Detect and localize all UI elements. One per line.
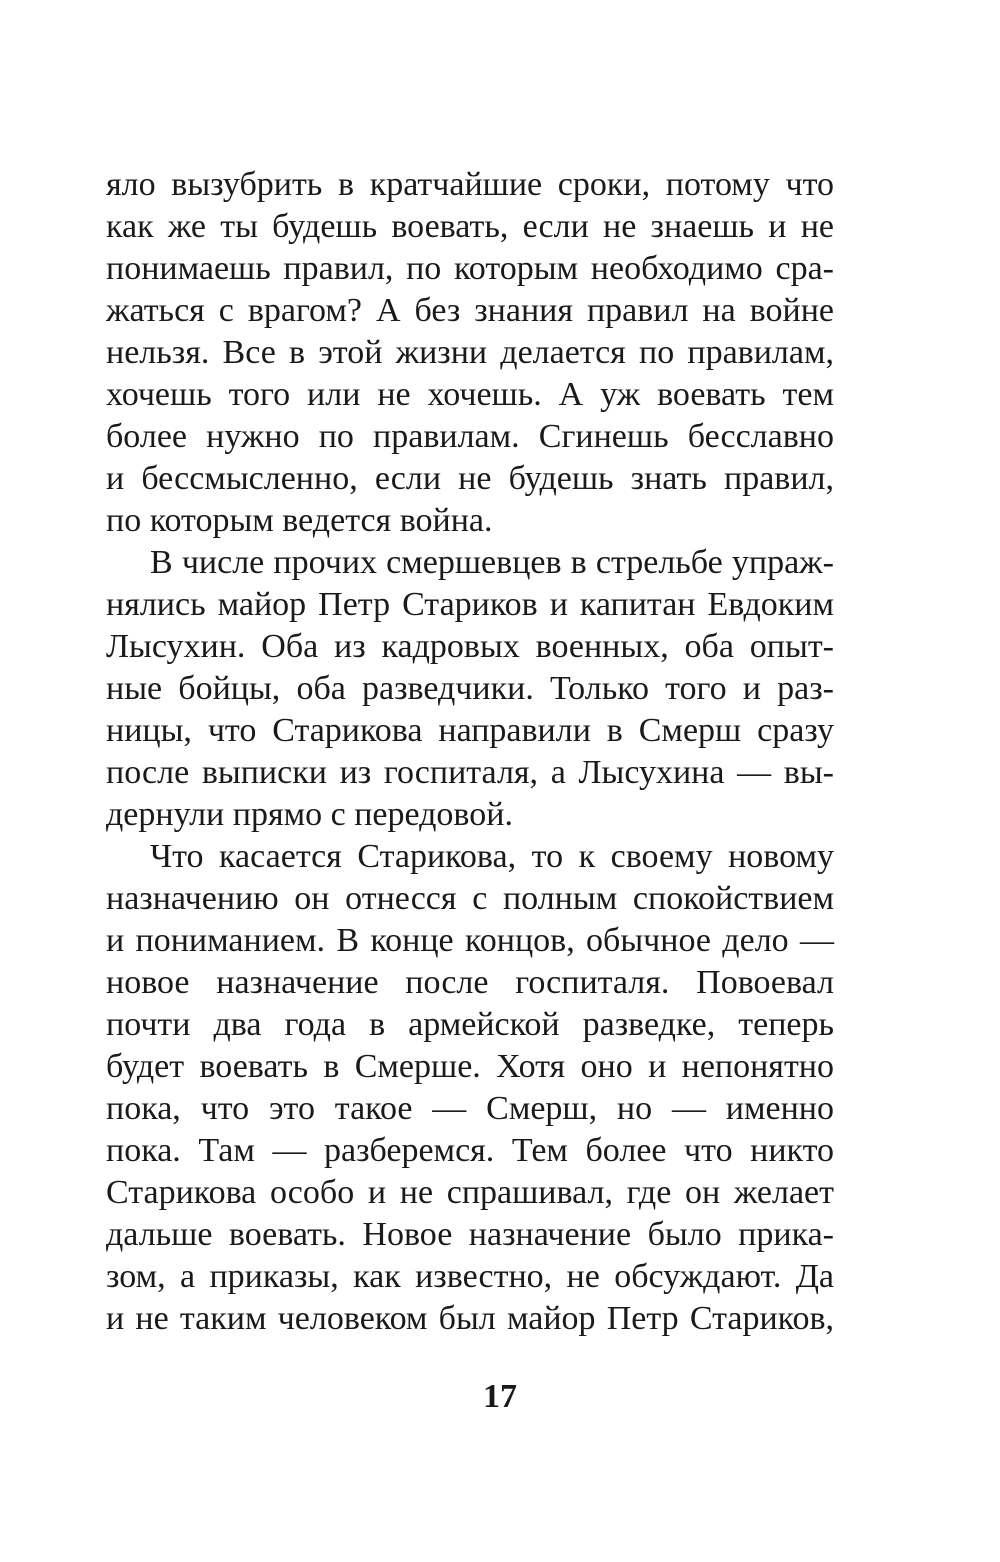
text-line: жаться с врагом? А без знания правил на войне: [106, 292, 834, 329]
text-line: пока, что это такое — Смерш, но — именно: [106, 1090, 834, 1127]
text-line: нельзя. Все в этой жизни делается по правилам,: [106, 334, 834, 371]
page-number: 17: [483, 1378, 517, 1415]
text-line: и не таким человеком был майор Петр Стариков,: [106, 1300, 834, 1337]
text-line: пока. Там — разберемся. Тем более что никто: [106, 1132, 834, 1169]
text-line: почти два года в армейской разведке, теперь: [106, 1006, 834, 1043]
text-line: как же ты будешь воевать, если не знаешь и не: [106, 208, 834, 245]
text-line: после выписки из госпиталя, а Лысухина — вы-: [106, 754, 834, 791]
text-line: по которым ведется война.: [106, 502, 493, 539]
text-line: более нужно по правилам. Сгинешь бесславно: [106, 418, 834, 455]
text-line: ницы, что Старикова направили в Смерш сразу: [106, 712, 834, 749]
text-line: и пониманием. В конце концов, обычное дело —: [106, 922, 834, 959]
text-line: зом, а приказы, как известно, не обсуждают. Да: [106, 1258, 834, 1295]
text-line: будет воевать в Смерше. Хотя оно и непонятно: [106, 1048, 834, 1085]
text-line: назначению он отнесся с полным спокойствием: [106, 880, 834, 917]
text-line: Лысухин. Оба из кадровых военных, оба опыт-: [106, 628, 834, 665]
text-line: дальше воевать. Новое назначение было прика-: [106, 1216, 834, 1253]
text-line: В числе прочих смершевцев в стрельбе упраж-: [150, 544, 834, 581]
text-line: нялись майор Петр Стариков и капитан Евдоким: [106, 586, 834, 623]
text-line: и бессмысленно, если не будешь знать правил,: [106, 460, 834, 497]
text-line: хочешь того или не хочешь. А уж воевать тем: [106, 376, 834, 413]
text-line: дернули прямо с передовой.: [106, 796, 513, 833]
text-line: Что касается Старикова, то к своему новому: [150, 838, 834, 875]
text-line: новое назначение после госпиталя. Повоевал: [106, 964, 834, 1001]
text-line: понимаешь правил, по которым необходимо сра-: [106, 250, 834, 287]
text-line: яло вызубрить в кратчайшие сроки, потому что: [106, 166, 834, 203]
text-line: Старикова особо и не спрашивал, где он желает: [106, 1174, 834, 1211]
text-line: ные бойцы, оба разведчики. Только того и раз-: [106, 670, 834, 707]
page-body: [106, 164, 834, 1340]
